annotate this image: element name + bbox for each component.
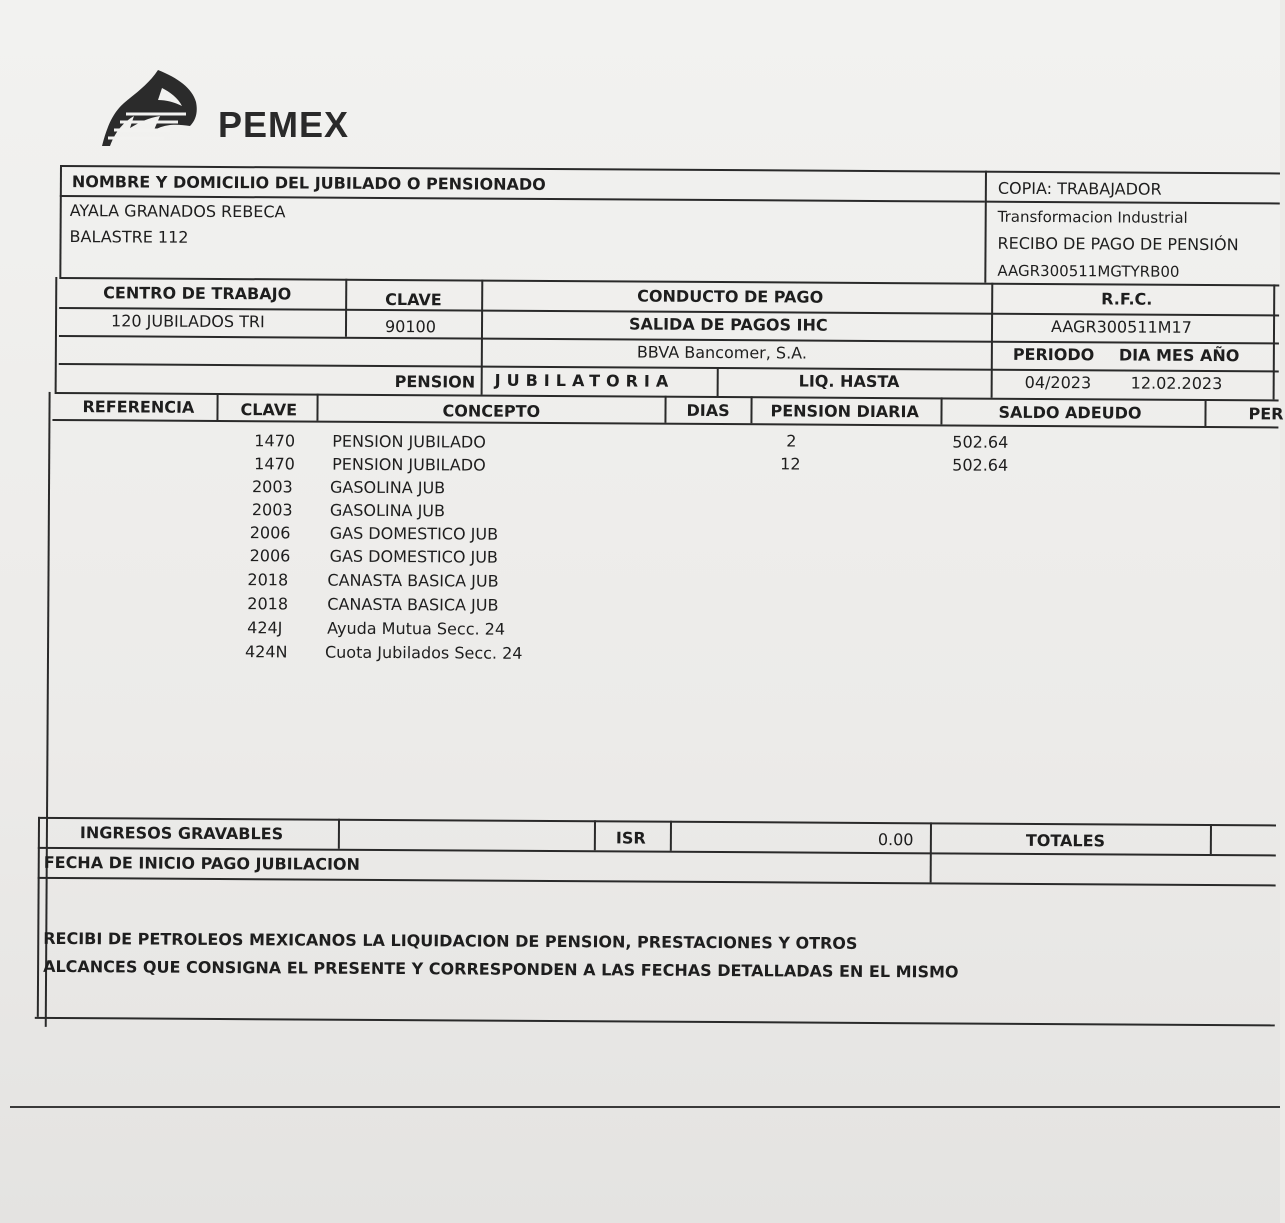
col-clave: CLAVE [240, 400, 298, 420]
row-concepto: GAS DOMESTICO JUB [329, 546, 498, 567]
centro-trabajo-value: 120 JUBILADOS TRI [110, 311, 265, 332]
liq-label: LIQ. HASTA [798, 371, 900, 392]
row-concepto: GASOLINA JUB [329, 500, 446, 521]
row-clave: 2018 [247, 594, 289, 614]
rule [940, 397, 942, 424]
rule [345, 279, 347, 337]
isr-value: 0.00 [877, 830, 914, 850]
conducto-label: CONDUCTO DE PAGO [637, 286, 824, 307]
pemex-eagle-icon [100, 68, 210, 152]
pension-label: PENSION [394, 372, 476, 392]
isr-label: ISR [615, 828, 646, 848]
brand-name: PEMEX [218, 104, 350, 145]
row-concepto: GAS DOMESTICO JUB [329, 523, 499, 544]
rule [55, 277, 58, 392]
date-label: DIA MES AÑO [1118, 345, 1240, 366]
rule [481, 280, 484, 395]
rule [1204, 399, 1206, 426]
row-clave: 1470 [254, 454, 295, 474]
row-clave: 2003 [251, 477, 293, 497]
pension-type: JUBILATORIA [494, 370, 675, 391]
receipt-declaration-line2: ALCANCES QUE CONSIGNA EL PRESENTE Y CORRESPONDEN A LAS FECHAS DETALLADAS EN EL MISMO [43, 956, 959, 982]
rfc-value: AAGR300511M17 [1050, 317, 1192, 337]
unit-label: Transformacion Industrial [997, 207, 1188, 227]
rule [35, 1017, 1275, 1027]
clave-value: 90100 [384, 316, 436, 337]
col-concepto: CONCEPTO [442, 401, 541, 421]
bottom-rule [10, 1106, 1280, 1108]
row-saldo: 502.64 [952, 455, 1009, 475]
rfc-label: R.F.C. [1101, 289, 1153, 309]
receipt-declaration-line1: RECIBI DE PETROLEOS MEXICANOS LA LIQUIDACION DE PENSION, PRESTACIONES Y OTROS [43, 928, 858, 953]
document-type: RECIBO DE PAGO DE PENSIÓN [997, 233, 1239, 255]
rule [59, 165, 62, 277]
col-pension-diaria: PENSION DIARIA [770, 401, 919, 422]
rule [750, 396, 752, 423]
rule [338, 819, 340, 849]
rule [717, 367, 719, 396]
row-concepto: PENSION JUBILADO [332, 454, 486, 475]
rule [38, 877, 1276, 887]
bank-name: BBVA Bancomer, S.A. [636, 342, 808, 363]
periodo-value: 04/2023 [1024, 372, 1092, 393]
copy-label: COPIA: TRABAJADOR [997, 178, 1162, 199]
rule [984, 171, 987, 283]
receipt-form [43, 165, 1284, 1034]
rule [1210, 824, 1212, 854]
fecha-inicio-label: FECHA DE INICIO PAGO JUBILACION [43, 852, 360, 874]
date-value: 12.02.2023 [1130, 373, 1223, 394]
col-per: PER [1248, 404, 1284, 424]
col-saldo-adeudo: SALDO ADEUDO [998, 402, 1142, 423]
row-clave: 1470 [254, 431, 296, 451]
rule [594, 820, 596, 850]
row-clave: 2006 [249, 523, 291, 543]
row-saldo: 502.64 [952, 432, 1009, 452]
row-concepto: Ayuda Mutua Secc. 24 [327, 618, 506, 639]
row-dias: 2 [786, 431, 797, 451]
rule [37, 817, 40, 1017]
rule [1273, 284, 1276, 399]
rule [316, 394, 318, 421]
conducto-value: SALIDA DE PAGOS IHC [628, 314, 828, 335]
curp-code: AAGR300511MGTYRB00 [997, 261, 1180, 281]
row-clave: 2018 [247, 570, 289, 590]
row-clave: 2003 [251, 500, 293, 520]
totales-label: TOTALES [1025, 830, 1106, 851]
periodo-label: PERIODO [1012, 344, 1095, 365]
holder-name: AYALA GRANADOS REBECA [69, 201, 286, 222]
rule [991, 283, 994, 398]
rule [216, 393, 218, 420]
rule [930, 822, 932, 882]
row-concepto: CANASTA BASICA JUB [327, 570, 499, 591]
rule [670, 821, 672, 851]
ingresos-gravables-label: INGRESOS GRAVABLES [79, 823, 284, 844]
row-clave: 424N [244, 642, 288, 662]
rule [664, 396, 666, 423]
rule [985, 201, 1280, 205]
centro-trabajo-label: CENTRO DE TRABAJO [103, 283, 292, 304]
row-concepto: GASOLINA JUB [329, 477, 446, 498]
holder-section-label: NOMBRE Y DOMICILIO DEL JUBILADO O PENSIONADO [71, 172, 546, 194]
row-clave: 2006 [249, 546, 291, 566]
col-dias: DIAS [686, 400, 730, 421]
row-clave: 424J [247, 618, 283, 638]
row-concepto: PENSION JUBILADO [332, 431, 486, 452]
col-referencia: REFERENCIA [82, 397, 195, 417]
row-concepto: Cuota Jubilados Secc. 24 [324, 642, 523, 663]
row-concepto: CANASTA BASICA JUB [327, 594, 499, 615]
holder-address: BALASTRE 112 [69, 227, 189, 247]
clave-label: CLAVE [385, 289, 442, 310]
row-dias: 12 [780, 454, 801, 474]
